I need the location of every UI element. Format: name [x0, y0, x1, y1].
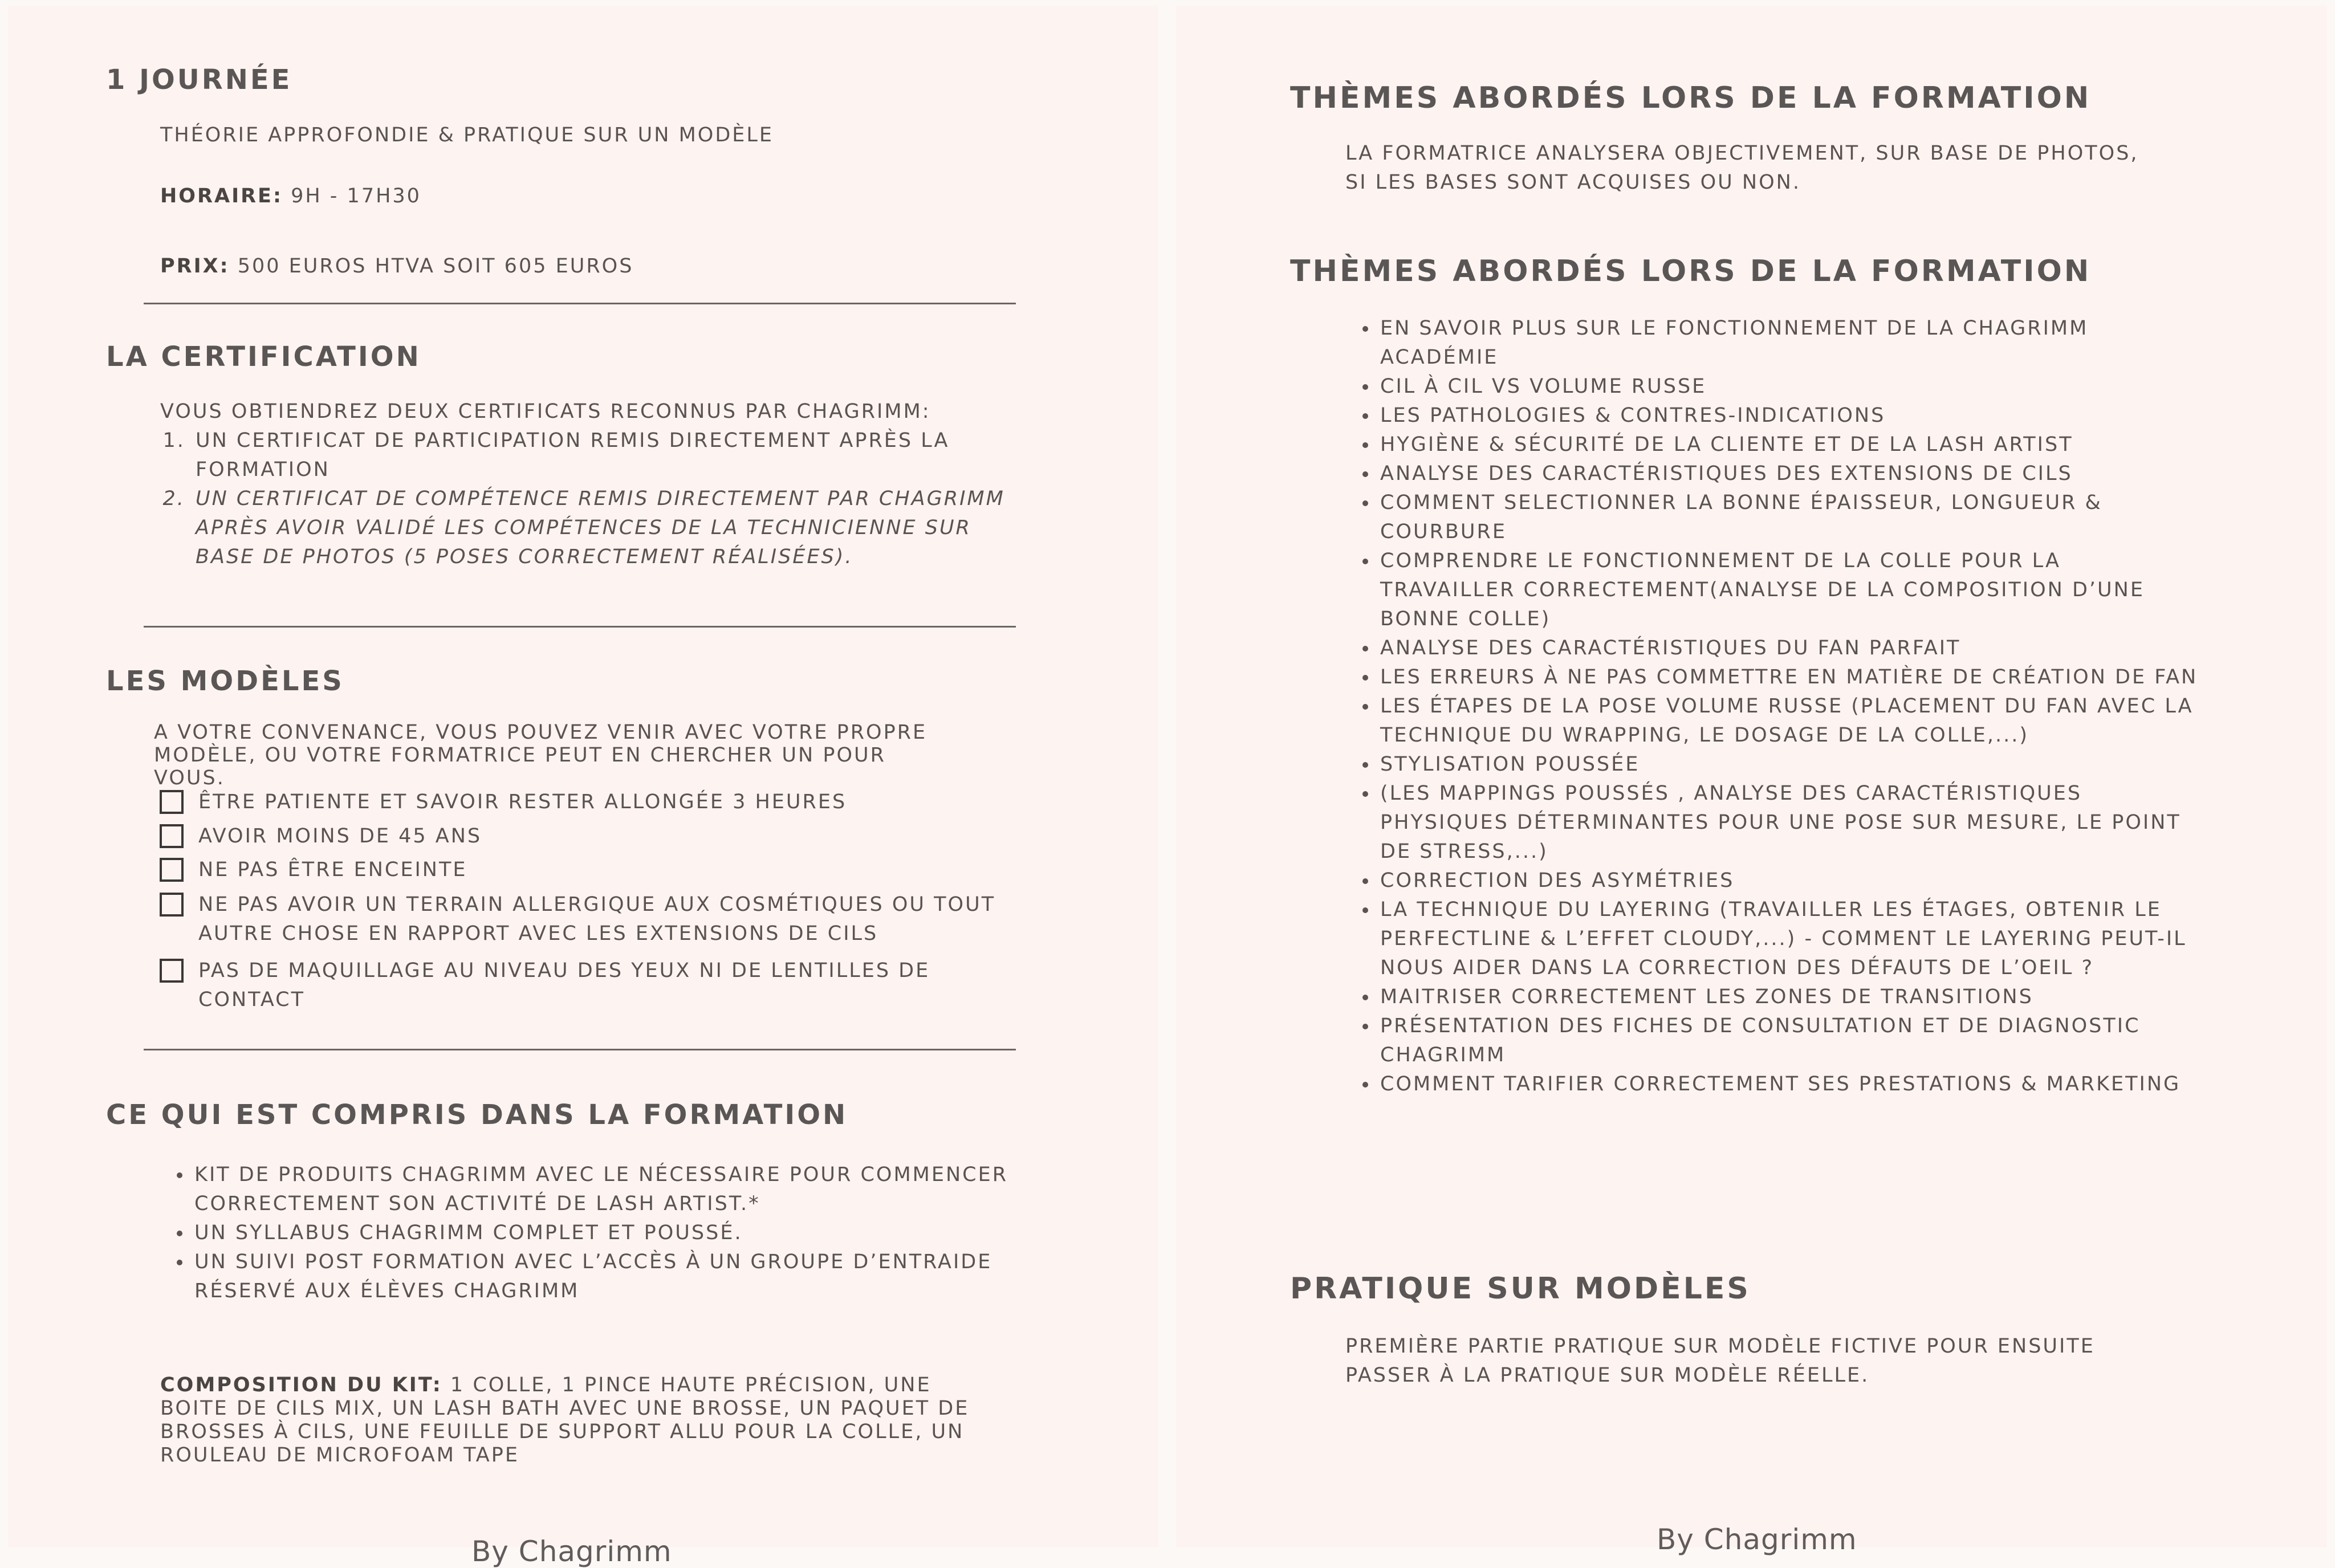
checklist-text: NE PAS AVOIR UN TERRAIN ALLERGIQUE AUX COSMÉTIQUES OU TOUT AUTRE CHOSE EN RAPPORT AVEC LES EXTENSIONS DE CILS [198, 893, 996, 945]
theme-item: • PRÉSENTATION DES FICHES DE CONSULTATION ET DE DIAGNOSTIC CHAGRIMM [1378, 1012, 2199, 1070]
models-heading: LES MODÈLES [106, 665, 344, 697]
hours-label: HORAIRE: [160, 185, 283, 207]
theme-item: • (LES MAPPINGS POUSSÉS , ANALYSE DES CARACTÉRISTIQUES PHYSIQUES DÉTERMINANTES POUR UNE POSE SUR MESURE, LE POINT DE STRESS,...) [1378, 779, 2199, 866]
theme-item: • ANALYSE DES CARACTÉRISTIQUES DU FAN PARFAIT [1378, 634, 2199, 663]
checkbox[interactable] [160, 824, 184, 848]
theme-item: • LES PATHOLOGIES & CONTRES-INDICATIONS [1378, 401, 2199, 430]
evaluation-heading: THÈMES ABORDÉS LORS DE LA FORMATION [1290, 81, 2092, 115]
theme-item: • MAITRISER CORRECTEMENT LES ZONES DE TRANSITIONS [1378, 983, 2199, 1012]
checkbox[interactable] [160, 858, 184, 882]
checklist-text: NE PAS ÊTRE ENCEINTE [198, 858, 467, 881]
checkbox[interactable] [160, 790, 184, 814]
practice-heading: PRATIQUE SUR MODÈLES [1290, 1272, 1751, 1306]
checklist-item [160, 956, 1015, 1015]
price-value: 500 EUROS HTVA SOIT 605 EUROS [229, 255, 634, 278]
price-label: PRIX: [160, 255, 230, 278]
hours-value: 9H - 17H30 [282, 185, 421, 207]
theme-item: • ANALYSE DES CARACTÉRISTIQUES DES EXTENSIONS DE CILS [1378, 459, 2199, 488]
practice-text: PREMIÈRE PARTIE PRATIQUE SUR MODÈLE FICTIVE POUR ENSUITE PASSER À LA PRATIQUE SUR MODÈLE RÉELLE. [1345, 1335, 2095, 1387]
themes-heading: THÈMES ABORDÉS LORS DE LA FORMATION [1290, 254, 2092, 288]
signature: By Chagrimm [1657, 1523, 1857, 1556]
theme-item: • STYLISATION POUSSÉE [1378, 750, 2199, 779]
included-item: • UN SYLLABUS CHAGRIMM COMPLET ET POUSSÉ. [192, 1219, 1013, 1248]
models-intro: A VOTRE CONVENANCE, VOUS POUVEZ VENIR AVEC VOTRE PROPRE MODÈLE, OU VOTRE FORMATRICE PEUT EN CHERCHER UN POUR VOUS. [154, 721, 928, 789]
checklist-text: ÊTRE PATIENTE ET SAVOIR RESTER ALLONGÉE 3 HEURES [198, 791, 847, 813]
theme-item: • HYGIÈNE & SÉCURITÉ DE LA CLIENTE ET DE LA LASH ARTIST [1378, 430, 2199, 459]
price-line [160, 252, 1015, 281]
divider [144, 1049, 1016, 1050]
kit-value: 1 COLLE, 1 PINCE HAUTE PRÉCISION, UNE BOITE DE CILS MIX, UN LASH BATH AVEC UNE BROSSE, UN PAQUET DE BROSSES À CILS, UNE FEUILLE DE SUPPORT ALLU POUR LA COLLE, UN ROULEAU DE MICROFOAM TAPE [160, 1374, 970, 1467]
theme-item: • CORRECTION DES ASYMÉTRIES [1378, 866, 2199, 895]
duration-heading: 1 JOURNÉE [106, 64, 292, 96]
checklist-item [160, 856, 1015, 885]
certification-intro: VOUS OBTIENDREZ DEUX CERTIFICATS RECONNUS PAR CHAGRIMM: [160, 400, 931, 423]
checkbox[interactable] [160, 959, 184, 983]
theme-item: • LES ÉTAPES DE LA POSE VOLUME RUSSE (PLACEMENT DU FAN AVEC LA TECHNIQUE DU WRAPPING, LE DOSAGE DE LA COLLE,...) [1378, 692, 2199, 750]
included-item: • UN SUIVI POST FORMATION AVEC L’ACCÈS À UN GROUPE D’ENTRAIDE RÉSERVÉ AUX ÉLÈVES CHAGRIMM [192, 1248, 1013, 1306]
evaluation-text: LA FORMATRICE ANALYSERA OBJECTIVEMENT, SUR BASE DE PHOTOS, SI LES BASES SONT ACQUISES OU NON. [1345, 142, 2139, 194]
theme-item: • EN SAVOIR PLUS SUR LE FONCTIONNEMENT DE LA CHAGRIMM ACADÉMIE [1378, 314, 2199, 372]
checklist-item [160, 890, 1015, 948]
theme-item: • COMPRENDRE LE FONCTIONNEMENT DE LA COLLE POUR LA TRAVAILLER CORRECTEMENT(ANALYSE DE LA COMPOSITION D’UNE BONNE COLLE) [1378, 547, 2199, 634]
right-page [1176, 6, 2327, 1556]
included-item: • KIT DE PRODUITS CHAGRIMM AVEC LE NÉCESSAIRE POUR COMMENCER CORRECTEMENT SON ACTIVITÉ DE LASH ARTIST.* [192, 1160, 1013, 1219]
checklist-item [160, 788, 1015, 817]
signature: By Chagrimm [471, 1535, 672, 1568]
hours-line [160, 182, 1015, 211]
certification-list [160, 426, 1014, 572]
checklist-text: PAS DE MAQUILLAGE AU NIVEAU DES YEUX NI DE LENTILLES DE CONTACT [198, 959, 930, 1011]
theme-item: • COMMENT SELECTIONNER LA BONNE ÉPAISSEUR, LONGUEUR & COURBURE [1378, 488, 2199, 547]
theme-item: • LA TECHNIQUE DU LAYERING (TRAVAILLER LES ÉTAGES, OBTENIR LE PERFECTLINE & L’EFFET CLOUDY,...) - COMMENT LE LAYERING PEUT-IL NOUS AIDER DANS LA CORRECTION DES DÉFAUTS DE L’OEIL ? [1378, 895, 2199, 983]
duration-subtitle: THÉORIE APPROFONDIE & PRATIQUE SUR UN MODÈLE [160, 124, 774, 146]
theme-item: • CIL À CIL VS VOLUME RUSSE [1378, 372, 2199, 401]
included-heading: CE QUI EST COMPRIS DANS LA FORMATION [106, 1099, 848, 1131]
certification-item: 2. UN CERTIFICAT DE COMPÉTENCE REMIS DIRECTEMENT PAR CHAGRIMM APRÈS AVOIR VALIDÉ LES COMPÉTENCES DE LA TECHNICIENNE SUR BASE DE PHOTOS (5 POSES CORRECTEMENT RÉALISÉES). [193, 484, 1014, 572]
certification-heading: LA CERTIFICATION [106, 341, 421, 373]
kit-composition [160, 1374, 1004, 1467]
theme-item: • COMMENT TARIFIER CORRECTEMENT SES PRESTATIONS & MARKETING [1378, 1070, 2199, 1099]
checklist-item [160, 822, 1015, 851]
divider [144, 303, 1016, 304]
left-page [8, 6, 1158, 1568]
checkbox[interactable] [160, 893, 184, 917]
checklist-text: AVOIR MOINS DE 45 ANS [198, 825, 482, 848]
divider [144, 626, 1016, 628]
theme-item: • LES ERREURS À NE PAS COMMETTRE EN MATIÈRE DE CRÉATION DE FAN [1378, 663, 2199, 692]
certification-item: 1. UN CERTIFICAT DE PARTICIPATION REMIS DIRECTEMENT APRÈS LA FORMATION [193, 426, 1014, 484]
themes-list [1345, 314, 2199, 1099]
kit-label: COMPOSITION DU KIT: [160, 1374, 442, 1396]
included-list [159, 1160, 1013, 1306]
